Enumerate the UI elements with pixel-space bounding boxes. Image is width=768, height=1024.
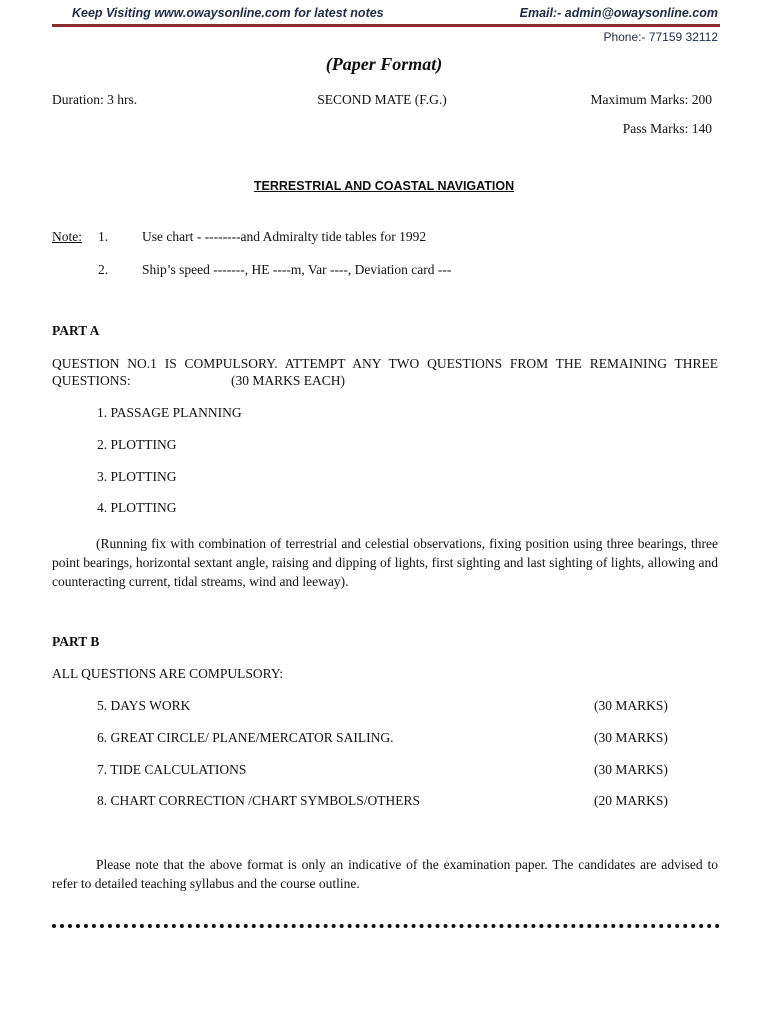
header-phone-text: Phone:- 77159 32112	[603, 30, 718, 44]
part-a-question: 1. PASSAGE PLANNING	[97, 405, 242, 420]
paper-format-heading: (Paper Format)	[325, 54, 443, 74]
part-b-question: 6. GREAT CIRCLE/ PLANE/MERCATOR SAILING.	[97, 730, 394, 745]
part-b-question: 7. TIDE CALCULATIONS	[97, 762, 247, 777]
part-a-question: 2. PLOTTING	[97, 437, 177, 452]
page-header	[52, 4, 720, 24]
part-b-question: 8. CHART CORRECTION /CHART SYMBOLS/OTHERS	[97, 793, 421, 808]
part-b-marks: (20 MARKS)	[594, 793, 668, 808]
exam-info-row	[52, 92, 712, 108]
note-item-number: 1.	[98, 229, 109, 244]
part-a-marks-each: (30 MARKS EACH)	[231, 373, 346, 388]
part-a-question: 4. PLOTTING	[97, 500, 177, 515]
part-b-marks: (30 MARKS)	[594, 698, 668, 713]
note-item-text: Ship’s speed -------, HE ----m, Var ----, Deviation card ---	[142, 262, 452, 277]
grade-text: SECOND MATE (F.G.)	[317, 92, 447, 107]
subject-title: TERRESTRIAL AND COASTAL NAVIGATION	[253, 179, 515, 193]
header-email-text: Email:- admin@owaysonline.com	[519, 6, 718, 20]
dotted-divider	[52, 924, 720, 928]
header-website-text: Keep Visiting www.owaysonline.com for latest notes	[72, 6, 384, 20]
part-b-question: 5. DAYS WORK	[97, 698, 191, 713]
part-b-marks: (30 MARKS)	[594, 762, 668, 777]
duration-text: Duration: 3 hrs.	[52, 92, 138, 107]
part-a-instruction: QUESTION NO.1 IS COMPULSORY. ATTEMPT ANY TWO QUESTIONS FROM THE REMAINING THREE	[52, 356, 718, 371]
part-a-instruction-line2: QUESTIONS:	[52, 373, 131, 388]
note-label: Note:	[52, 229, 82, 244]
header-divider	[52, 24, 720, 27]
pass-marks-text: Pass Marks: 140	[622, 121, 712, 136]
part-a-question: 3. PLOTTING	[97, 469, 177, 484]
part-a-description: (Running fix with combination of terrestrial and celestial observations, fixing position using three bearings, three point bearings, horizontal sextant angle, raising and dipping of lights, first sighting and last sighting of lights, allowing and counteracting current, tidal streams, wind and leeway).	[52, 536, 718, 589]
note-item-text: Use chart - --------and Admiralty tide tables for 1992	[142, 229, 427, 244]
max-marks-text: Maximum Marks: 200	[590, 92, 712, 107]
footer-note: Please note that the above format is only an indicative of the examination paper. The candidates are advised to refer to detailed teaching syllabus and the course outline.	[52, 857, 718, 891]
part-b-instruction: ALL QUESTIONS ARE COMPULSORY:	[52, 666, 284, 681]
part-a-heading: PART A	[52, 323, 100, 338]
note-item-number: 2.	[98, 262, 109, 277]
part-b-heading: PART B	[52, 634, 100, 649]
part-b-marks: (30 MARKS)	[594, 730, 668, 745]
